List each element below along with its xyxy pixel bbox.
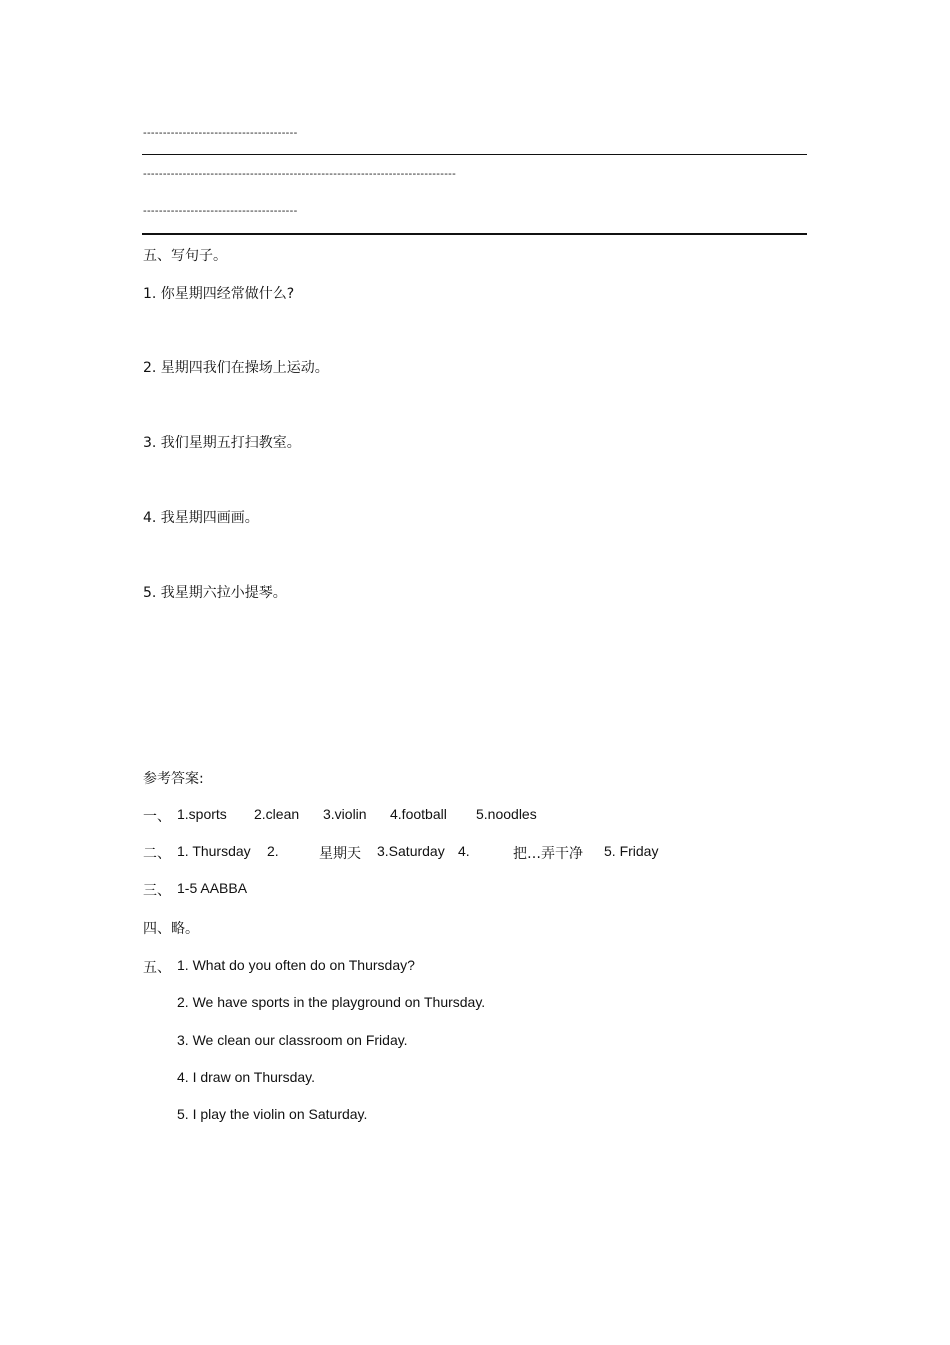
writing-rule-1 bbox=[142, 154, 807, 155]
answers-heading: 参考答案: bbox=[143, 771, 204, 787]
answer3-label: 三、 bbox=[143, 883, 171, 899]
answer2-item-5: 5. Friday bbox=[604, 843, 659, 859]
answer4-text: 四、略。 bbox=[143, 921, 199, 937]
answer2-item-2-text: 星期天 bbox=[319, 846, 361, 862]
dash-line-1: --------------------------------------- bbox=[143, 127, 298, 139]
answer5-item-4: 4. I draw on Thursday. bbox=[177, 1069, 315, 1085]
answer2-item-2-number: 2. bbox=[267, 843, 279, 859]
section5-item-4: 4. 我星期四画画。 bbox=[143, 510, 259, 526]
dash-line-3: --------------------------------------- bbox=[143, 205, 298, 217]
answer5-item-1: 1. What do you often do on Thursday? bbox=[177, 957, 415, 973]
answer1-item-4: 4.football bbox=[390, 806, 447, 822]
answer5-item-2: 2. We have sports in the playground on Thursday. bbox=[177, 994, 486, 1010]
answer5-item-5: 5. I play the violin on Saturday. bbox=[177, 1106, 368, 1122]
section5-item-2: 2. 星期四我们在操场上运动。 bbox=[143, 360, 329, 376]
dash-line-2: ------------------------------------------------------------------------------- bbox=[143, 168, 457, 180]
answer5-label: 五、 bbox=[143, 960, 171, 976]
answer1-item-3: 3.violin bbox=[323, 806, 367, 822]
answer1-item-2: 2.clean bbox=[254, 806, 300, 822]
answer2-label: 二、 bbox=[143, 846, 171, 862]
answer5-item-3: 3. We clean our classroom on Friday. bbox=[177, 1032, 408, 1048]
answer3-text: 1-5 AABBA bbox=[177, 880, 248, 896]
answer1-item-5: 5.noodles bbox=[476, 806, 537, 822]
section5-item-5: 5. 我星期六拉小提琴。 bbox=[143, 585, 287, 601]
answer2-item-1: 1. Thursday bbox=[177, 843, 251, 859]
writing-rule-2 bbox=[142, 233, 807, 235]
section5-item-1: 1. 你星期四经常做什么? bbox=[143, 286, 295, 302]
section5-item-3: 3. 我们星期五打扫教室。 bbox=[143, 435, 301, 451]
answer2-item-3: 3.Saturday bbox=[377, 843, 445, 859]
answer1-label: 一、 bbox=[143, 809, 171, 825]
answer2-item-4-text: 把…弄干净 bbox=[513, 846, 583, 862]
section5-heading: 五、写句子。 bbox=[143, 248, 227, 264]
answer2-item-4-number: 4. bbox=[458, 843, 470, 859]
answer1-item-1: 1.sports bbox=[177, 806, 227, 822]
